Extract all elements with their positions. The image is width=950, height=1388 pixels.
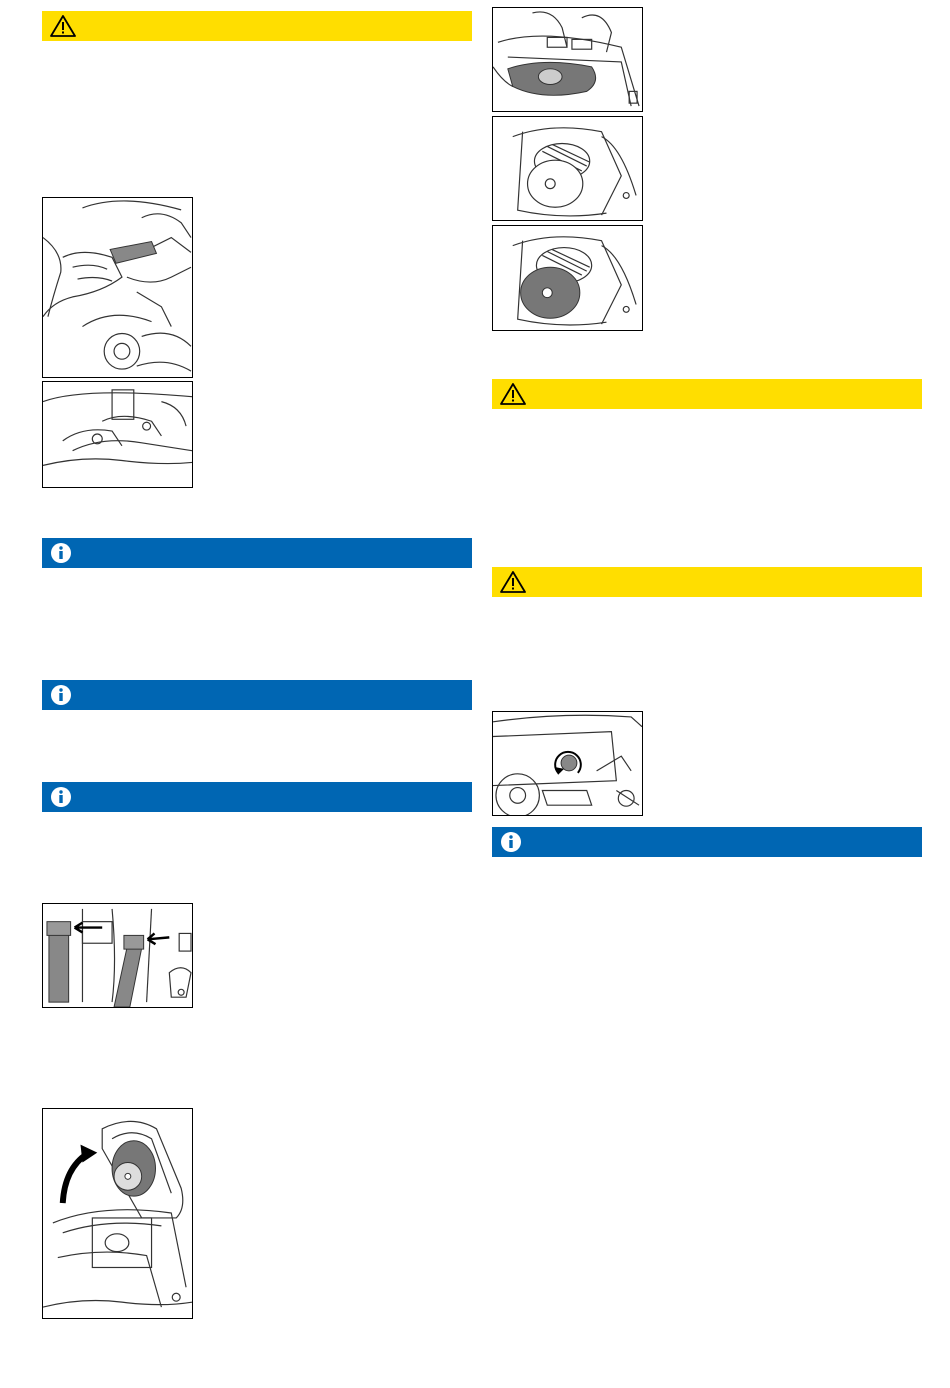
warning-triangle-icon <box>500 383 526 405</box>
warning-bar-1 <box>42 11 472 41</box>
wheel-knob-illustration <box>492 711 643 816</box>
filter-cover-illustration <box>492 116 643 221</box>
warning-bar-3 <box>492 567 922 597</box>
info-bar-2 <box>42 680 472 710</box>
info-circle-icon <box>50 684 72 706</box>
info-bar-4 <box>492 827 922 857</box>
info-circle-icon <box>500 831 522 853</box>
drain-hose-mount-illustration <box>42 381 193 488</box>
info-circle-icon <box>50 542 72 564</box>
float-chamber-illustration <box>492 7 643 112</box>
warning-bar-2 <box>492 379 922 409</box>
info-circle-icon <box>50 786 72 808</box>
pedal-hand-illustration <box>42 197 193 378</box>
lid-open-illustration <box>42 1108 193 1319</box>
warning-triangle-icon <box>500 571 526 593</box>
hose-caps-illustration <box>42 903 193 1008</box>
info-bar-3 <box>42 782 472 812</box>
filter-grey-illustration <box>492 225 643 331</box>
warning-triangle-icon <box>50 15 76 37</box>
info-bar-1 <box>42 538 472 568</box>
